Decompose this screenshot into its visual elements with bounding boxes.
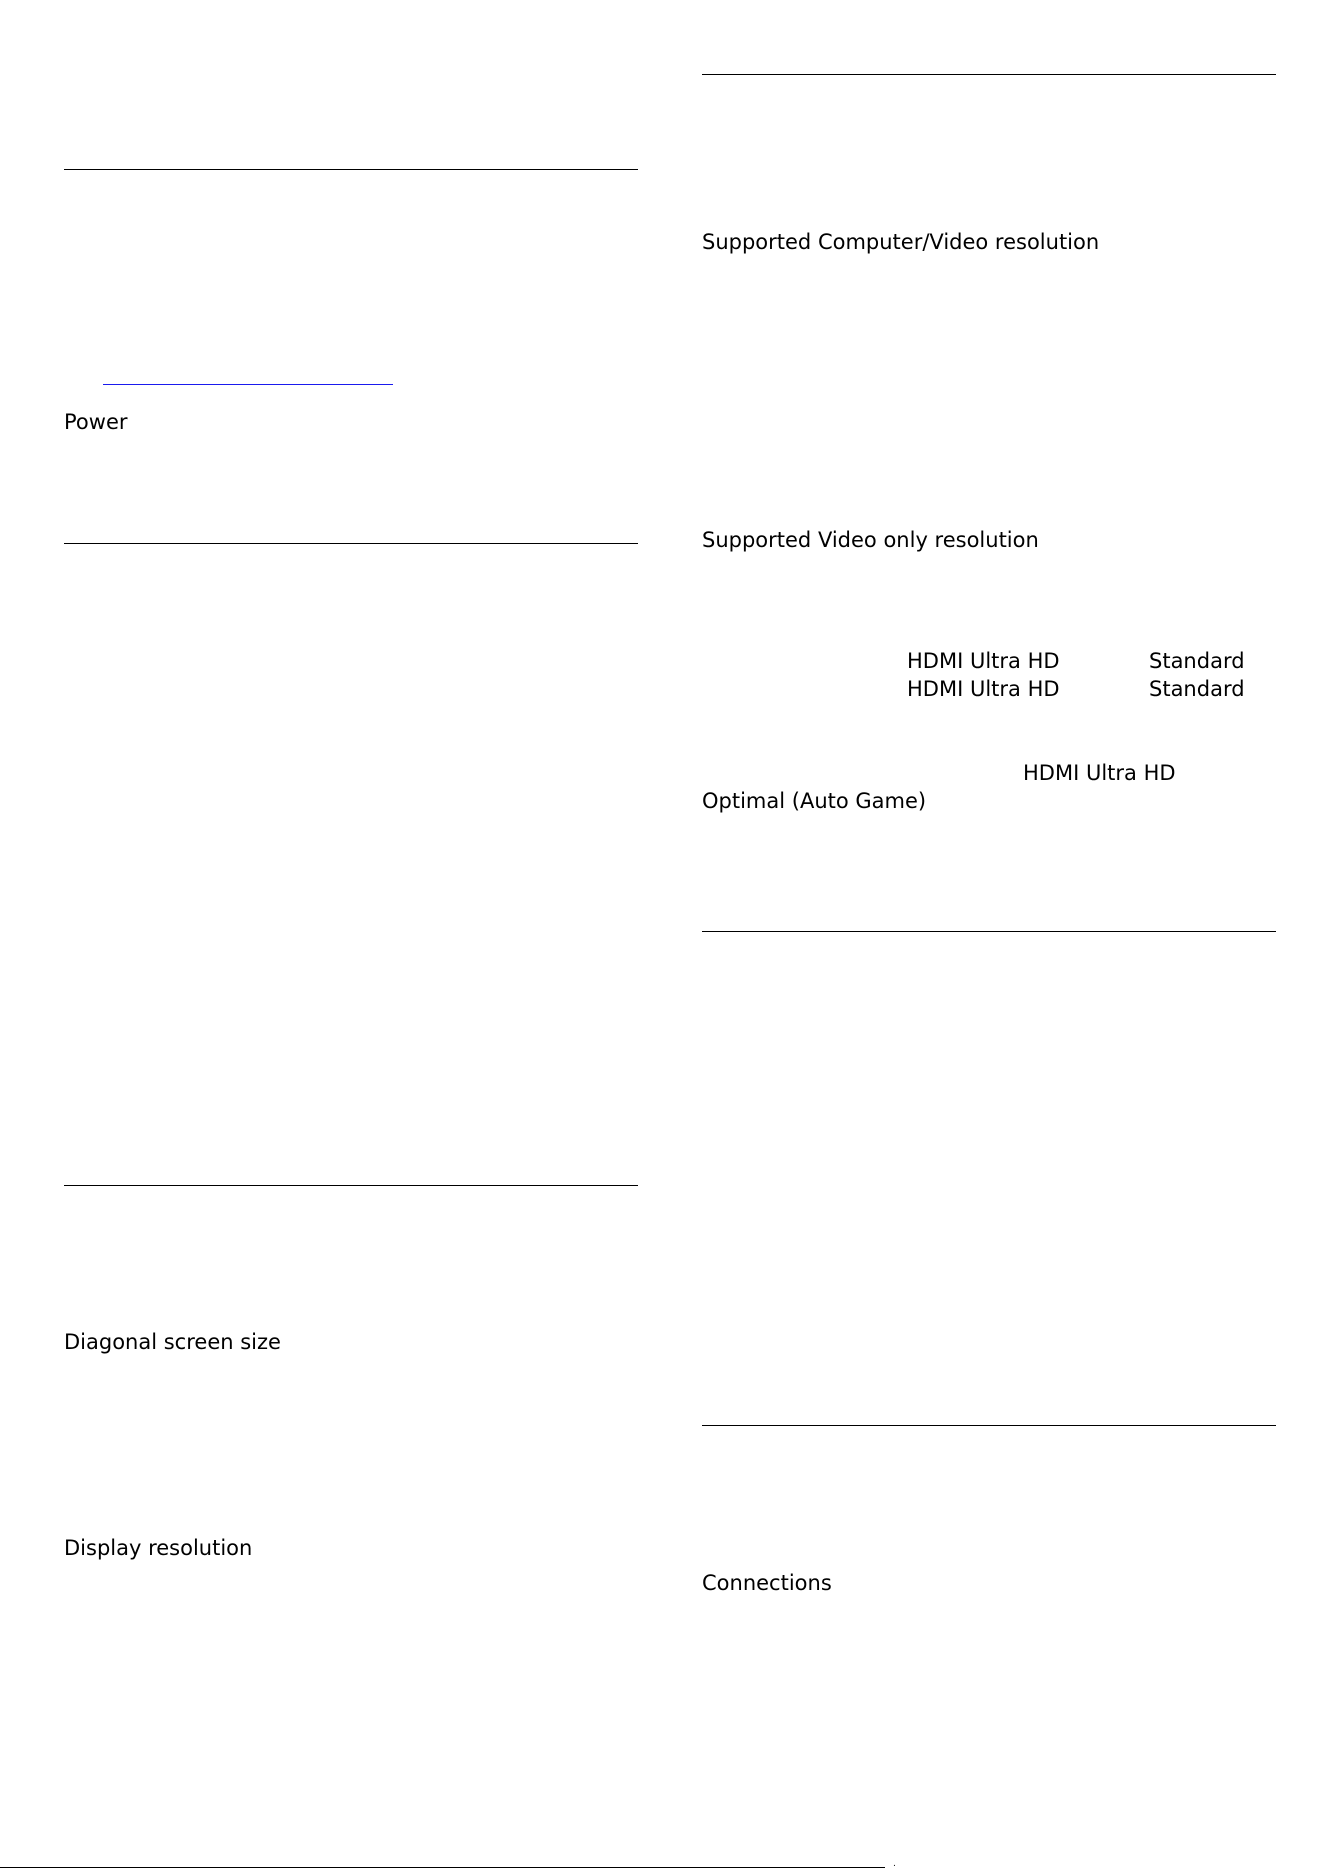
display-resolution-label: Display resolution	[64, 1536, 253, 1560]
hdmi-setting-text: Optimal (Auto Game)	[702, 789, 927, 813]
connections-label: Connections	[702, 1571, 832, 1595]
diagonal-screen-size-label: Diagonal screen size	[64, 1330, 281, 1354]
footer-divider	[0, 1867, 885, 1868]
hdmi-mode-text: HDMI Ultra HD	[907, 649, 1060, 673]
section-divider	[64, 1185, 638, 1186]
footer-mark: .	[893, 1859, 896, 1869]
hyperlink-underline[interactable]	[103, 384, 393, 385]
section-divider	[702, 1425, 1276, 1426]
hdmi-setting-text: Standard	[1149, 677, 1245, 701]
section-divider	[64, 169, 638, 170]
hdmi-setting-text: Standard	[1149, 649, 1245, 673]
section-divider	[64, 543, 638, 544]
section-divider	[702, 74, 1276, 75]
hdmi-mode-text: HDMI Ultra HD	[907, 677, 1060, 701]
supported-video-only-resolution-label: Supported Video only resolution	[702, 528, 1039, 552]
power-label: Power	[64, 410, 128, 434]
supported-computer-video-resolution-label: Supported Computer/Video resolution	[702, 230, 1100, 254]
hdmi-mode-text: HDMI Ultra HD	[1023, 761, 1176, 785]
section-divider	[702, 931, 1276, 932]
